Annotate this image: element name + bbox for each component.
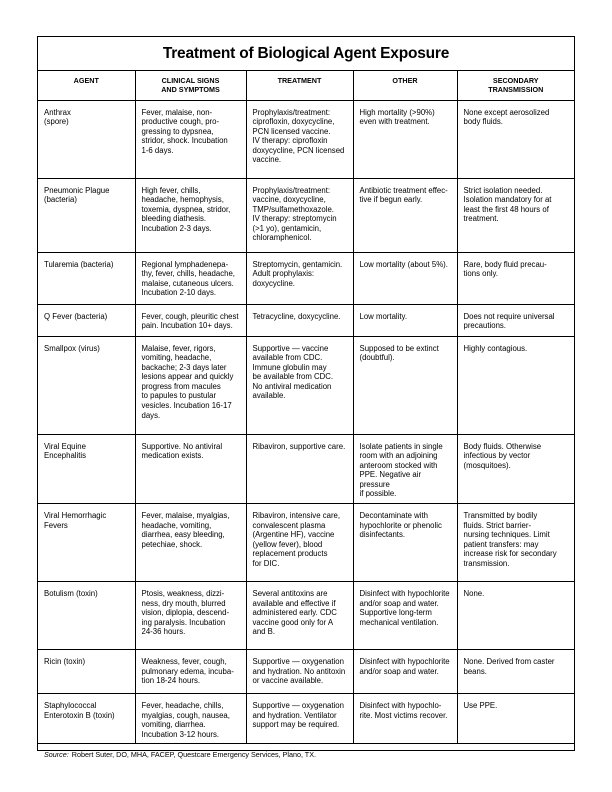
header-clinical-signs: [135, 71, 246, 100]
table-row: [38, 252, 574, 304]
secondary-transmission-cell: None. Derived from caster beans.: [457, 650, 574, 694]
agent-cell: Tularemia (bacteria): [38, 252, 135, 304]
header-treatment: [246, 71, 353, 100]
other-cell: Disinfect with hypochlorite and/or soap and water.: [353, 650, 457, 694]
agent-cell: Ricin (toxin): [38, 650, 135, 694]
source-text: Robert Suter, DO, MHA, FACEP, Questcare Emergency Services, Plano, TX.: [71, 750, 316, 760]
clinical-signs-cell: Regional lymphadenepa- thy, fever, chills, headache, malaise, cutaneous ulcers. Incubation 2-10 days.: [135, 252, 246, 304]
header-line: AND SYMPTOMS: [161, 85, 220, 94]
treatment-cell: Supportive — oxygenation and hydration. No antitoxin or vaccine available.: [246, 650, 353, 694]
treatment-cell: Ribaviron, intensive care, convalescent plasma (Argentine HF), vaccine (yellow fever), blood replacement products for DIC.: [246, 504, 353, 582]
header-line: TREATMENT: [277, 76, 322, 85]
treatment-table-frame: [37, 36, 575, 760]
table-row: [38, 434, 574, 504]
secondary-transmission-cell: Use PPE.: [457, 694, 574, 744]
table-row: [38, 336, 574, 434]
treatment-cell: Supportive — vaccine available from CDC. Immune globulin may be available from CDC. No antiviral medication available.: [246, 336, 353, 434]
treatment-cell: Ribaviron, supportive care.: [246, 434, 353, 504]
clinical-signs-cell: Malaise, fever, rigors, vomiting, headache, backache; 2-3 days later lesions appear and quickly progress from macules to papules to pustular vesicles. Incubation 16-17 days.: [135, 336, 246, 434]
agent-cell: Q Fever (bacteria): [38, 304, 135, 336]
other-cell: Disinfect with hypochlorite and/or soap and water. Supportive long-term mechanical ventilation.: [353, 582, 457, 650]
treatment-cell: Prophylaxis/treatment: vaccine, doxycycline, TMP/sulfamethoxazole. IV therapy: streptomycin (>1 yo), gentamicin, chloramphenicol.: [246, 178, 353, 252]
other-cell: Supposed to be extinct (doubtful).: [353, 336, 457, 434]
other-cell: Decontaminate with hypochlorite or phenolic disinfectants.: [353, 504, 457, 582]
header-agent: [38, 71, 135, 100]
other-cell: Isolate patients in single room with an adjoining anteroom stocked with PPE. Negative air pressure if possible.: [353, 434, 457, 504]
clinical-signs-cell: Fever, headache, chills, myalgias, cough, nausea, vomiting, diarrhea. Incubation 3-12 hours.: [135, 694, 246, 744]
header-line: TRANSMISSION: [488, 85, 544, 94]
clinical-signs-cell: Fever, cough, pleuritic chest pain. Incubation 10+ days.: [135, 304, 246, 336]
treatment-table: [38, 71, 574, 744]
header-line: OTHER: [392, 76, 418, 85]
source-note: [38, 744, 574, 765]
agent-cell: Staphylococcal Enterotoxin B (toxin): [38, 694, 135, 744]
clinical-signs-cell: Fever, malaise, non- productive cough, pro- gressing to dypsnea, stridor, shock. Incubation 1-6 days.: [135, 100, 246, 178]
page-title: Treatment of Biological Agent Exposure: [38, 37, 574, 71]
table-row: [38, 178, 574, 252]
secondary-transmission-cell: Body fluids. Otherwise infectious by vector (mosquitoes).: [457, 434, 574, 504]
secondary-transmission-cell: Strict isolation needed. Isolation mandatory for at least the first 48 hours of treatment.: [457, 178, 574, 252]
treatment-cell: Tetracycline, doxycycline.: [246, 304, 353, 336]
secondary-transmission-cell: Highly contagious.: [457, 336, 574, 434]
table-row: [38, 582, 574, 650]
clinical-signs-cell: Fever, malaise, myalgias, headache, vomiting, diarrhea, easy bleeding, petechiae, shock.: [135, 504, 246, 582]
table-row: [38, 650, 574, 694]
clinical-signs-cell: High fever, chills, headache, hemophysis, toxemia, dyspnea, stridor, bleeding diathesis. Incubation 2-3 days.: [135, 178, 246, 252]
other-cell: Low mortality (about 5%).: [353, 252, 457, 304]
agent-cell: Botulism (toxin): [38, 582, 135, 650]
table-row: [38, 100, 574, 178]
secondary-transmission-cell: Does not require universal precautions.: [457, 304, 574, 336]
treatment-cell: Several antitoxins are available and effective if administered early. CDC vaccine good only for A and B.: [246, 582, 353, 650]
other-cell: High mortality (>90%) even with treatment.: [353, 100, 457, 178]
agent-cell: Viral Equine Encephalitis: [38, 434, 135, 504]
header-other: [353, 71, 457, 100]
header-line: CLINICAL SIGNS: [161, 76, 220, 85]
secondary-transmission-cell: Rare, body fluid precau- tions only.: [457, 252, 574, 304]
treatment-cell: Supportive — oxygenation and hydration. Ventilator support may be required.: [246, 694, 353, 744]
other-cell: Disinfect with hypochlo- rite. Most victims recover.: [353, 694, 457, 744]
header-secondary-transmission: [457, 71, 574, 100]
secondary-transmission-cell: Transmitted by bodily fluids. Strict barrier- nursing techniques. Limit patient transfers: may increase risk for secondary transmission.: [457, 504, 574, 582]
table-row: [38, 304, 574, 336]
table-row: [38, 504, 574, 582]
other-cell: Antibiotic treatment effec- tive if begun early.: [353, 178, 457, 252]
treatment-cell: Streptomycin, gentamicin. Adult prophylaxis: doxycycline.: [246, 252, 353, 304]
clinical-signs-cell: Supportive. No antiviral medication exists.: [135, 434, 246, 504]
secondary-transmission-cell: None except aerosolized body fluids.: [457, 100, 574, 178]
table-header-row: [38, 71, 574, 100]
treatment-cell: Prophylaxis/treatment: ciprofloxin, doxycycline, PCN licensed vaccine. IV therapy: ciprofloxin doxycycline, PCN licensed vaccine.: [246, 100, 353, 178]
secondary-transmission-cell: None.: [457, 582, 574, 650]
header-line: AGENT: [73, 76, 99, 85]
agent-cell: Pneumonic Plague (bacteria): [38, 178, 135, 252]
source-label: Source:: [44, 750, 69, 760]
table-body: [38, 100, 574, 744]
clinical-signs-cell: Weakness, fever, cough, pulmonary edema, incuba- tion 18-24 hours.: [135, 650, 246, 694]
table-row: [38, 694, 574, 744]
header-line: SECONDARY: [492, 76, 539, 85]
agent-cell: Anthrax (spore): [38, 100, 135, 178]
agent-cell: Smallpox (virus): [38, 336, 135, 434]
other-cell: Low mortality.: [353, 304, 457, 336]
clinical-signs-cell: Ptosis, weakness, dizzi- ness, dry mouth, blurred vision, diplopia, descend- ing paralysis. Incubation 24-36 hours.: [135, 582, 246, 650]
agent-cell: Viral Hemorrhagic Fevers: [38, 504, 135, 582]
